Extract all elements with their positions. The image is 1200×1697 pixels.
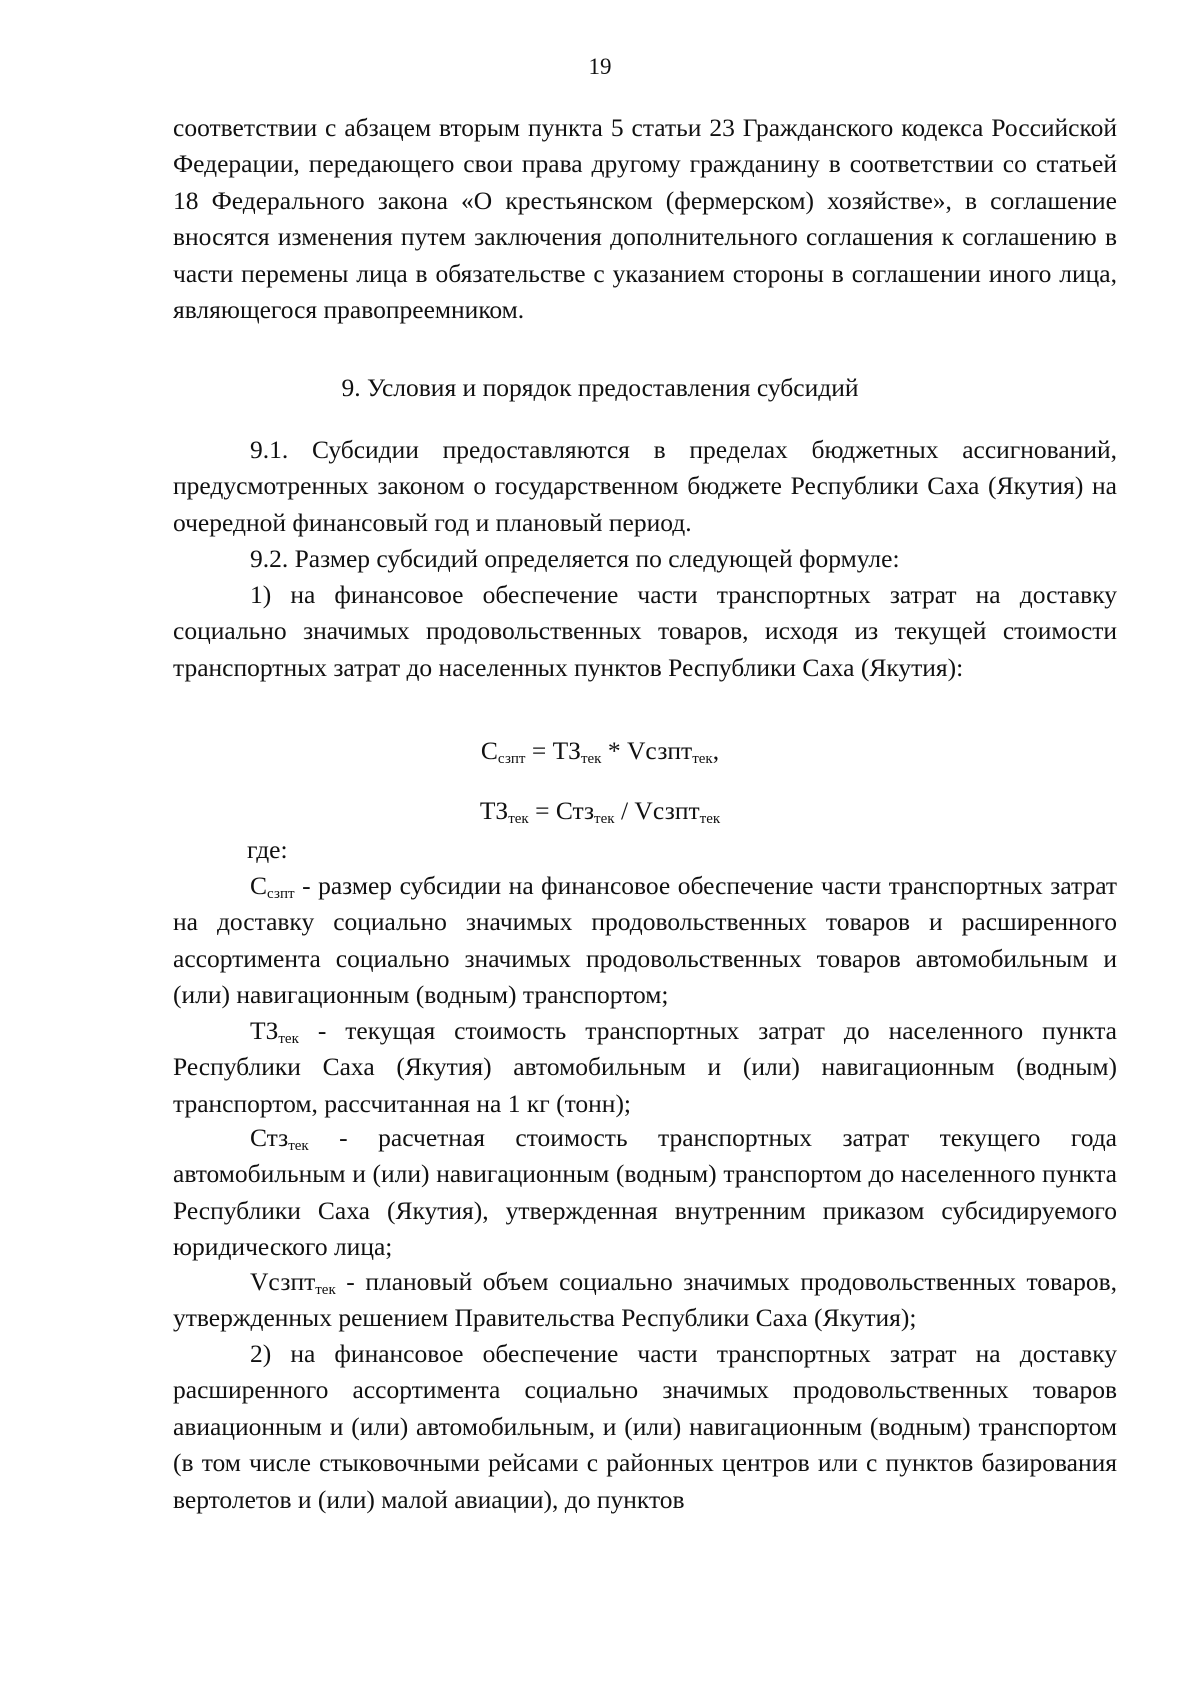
section-heading: 9. Условия и порядок предоставления субсидий [341, 373, 859, 402]
paragraph-item-2: 2) на финансовое обеспечение части транспортных затрат на доставку расширенного ассортимента социально значимых продовольственных товаров авиационным и (или) автомобильным, и (или) навигационным (водным) транспортом (в том числе стыковочными рейсами с районных центров или с пунктов базирования вертолетов и (или) малой авиации), до пунктов [173, 1339, 1117, 1514]
formula-subsidy-lhs: С [480, 736, 498, 765]
definition-v-sub: тек [315, 1282, 336, 1298]
formula-cost-lhs-sub: тек [508, 811, 529, 827]
formula-subsidy-term1: = ТЗ [525, 736, 581, 765]
definition-c-sub: сзпт [267, 886, 295, 902]
formula-subsidy-term2: * Vсзпт [601, 736, 693, 765]
formula-cost-term2: / Vсзпт [614, 796, 700, 825]
definition-c-symbol: С [250, 871, 268, 900]
formula-subsidy-term1-sub: тек [580, 751, 602, 767]
definition-c-szpt [173, 868, 1117, 1014]
paragraph-item-1: 1) на финансовое обеспечение части транспортных затрат на доставку социально значимых продовольственных товаров, исходя из текущей стоимости транспортных затрат до населенных пунктов Республики Саха (Якутия): [173, 580, 1117, 682]
definition-v-text: - плановый объем социально значимых продовольственных товаров, утвержденных решением Правительства Республики Саха (Якутия); [173, 1267, 1117, 1333]
definition-tz-tek [173, 1013, 1117, 1122]
definition-stz-sub: тек [288, 1138, 309, 1154]
definition-tz-symbol: ТЗ [250, 1016, 279, 1045]
definition-c-text: - размер субсидии на финансовое обеспечение части транспортных затрат на доставку социально значимых продовольственных товаров и расширенного ассортимента социально значимых продовольственных товаров автомобильным и (или) навигационным (водным) транспортом; [173, 871, 1117, 1010]
formula-cost-term1-sub: тек [594, 811, 615, 827]
definition-stz-tek [173, 1120, 1117, 1266]
page-number: 19 [588, 54, 612, 79]
formula-cost-term2-sub: тек [699, 811, 721, 827]
formula-current-cost [0, 793, 1200, 829]
paragraph-continuation: соответствии с абзацем вторым пункта 5 статьи 23 Гражданского кодекса Российской Федерации, передающего свои права другому гражданину в соответствии со статьей 18 Федерального закона «О крестьянском (фермерском) хозяйстве», в соглашение вносятся изменения путем заключения дополнительного соглашения к соглашению в части перемены лица в обязательстве с указанием стороны в соглашении иного лица, являющегося правопреемником. [173, 113, 1117, 325]
formula-subsidy [0, 733, 1200, 769]
formula-cost-term1: = Стз [528, 796, 595, 825]
formula-subsidy-lhs-sub: сзпт [497, 751, 526, 767]
where-label: где: [247, 835, 288, 864]
definition-v-symbol: Vсзпт [250, 1267, 316, 1296]
paragraph-9-2: 9.2. Размер субсидий определяется по следующей формуле: [250, 544, 900, 573]
definition-stz-symbol: Стз [250, 1123, 289, 1152]
definition-tz-text: - текущая стоимость транспортных затрат до населенного пункта Республики Саха (Якутия) автомобильным и (или) навигационным (водным) транспортом, рассчитанная на 1 кг (тонн); [173, 1016, 1117, 1118]
definition-tz-sub: тек [278, 1031, 299, 1047]
formula-subsidy-tail: , [712, 736, 720, 765]
formula-subsidy-term2-sub: тек [692, 751, 713, 767]
definition-v-szpt-tek [173, 1264, 1117, 1337]
paragraph-9-1: 9.1. Субсидии предоставляются в пределах бюджетных ассигнований, предусмотренных законом о государственном бюджете Республики Саха (Якутия) на очередной финансовый год и плановый период. [173, 435, 1117, 537]
definition-stz-text: - расчетная стоимость транспортных затрат текущего года автомобильным и (или) навигационным (водным) транспортом до населенного пункта Республики Саха (Якутия), утвержденная внутренним приказом субсидируемого юридического лица; [173, 1123, 1117, 1262]
formula-cost-lhs: ТЗ [479, 796, 509, 825]
